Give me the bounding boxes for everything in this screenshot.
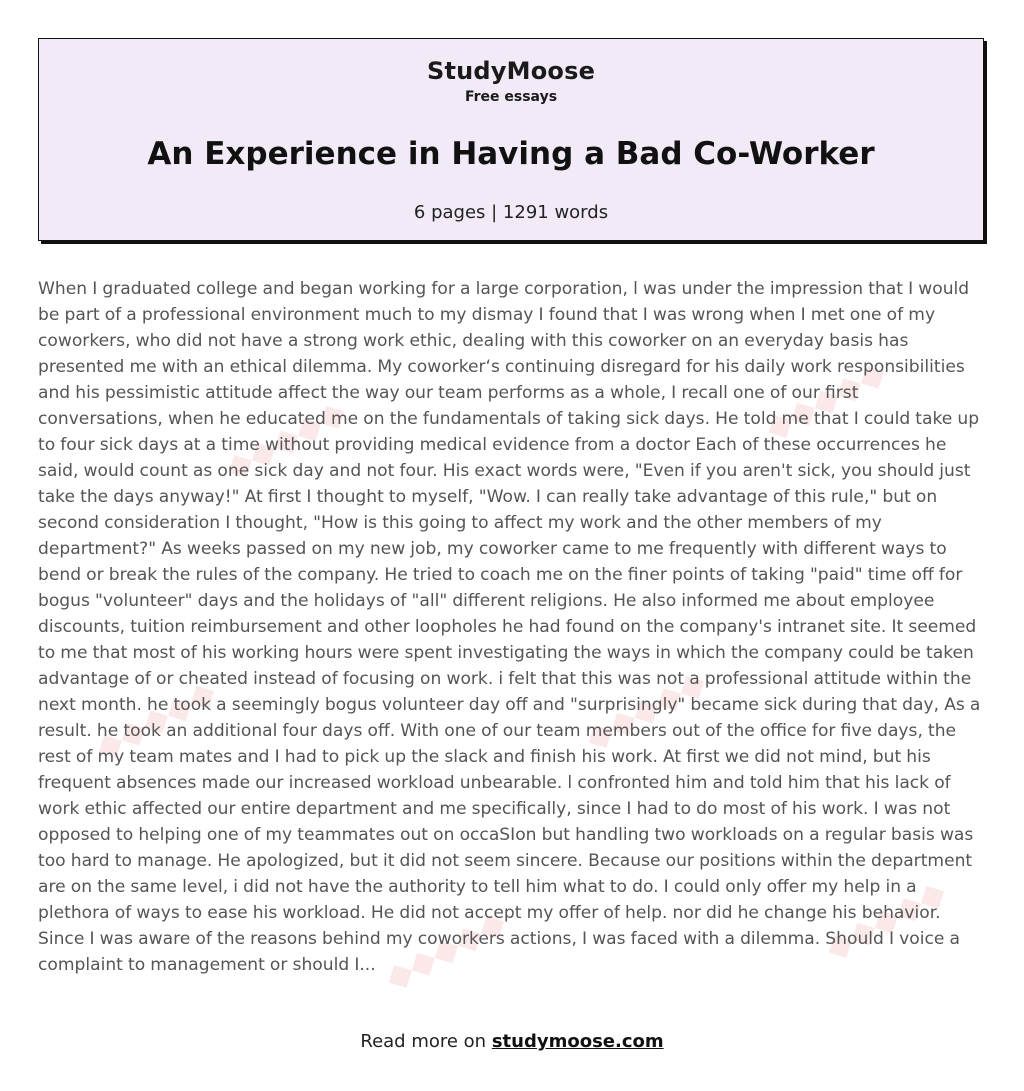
essay-body: When I graduated college and began working for a large corporation, l was under the impression that I would be part of a professional environment much to my dismay I found that I was wrong when I met one of my coworkers, who did not have a strong work ethic, dealing with this coworker on an everyday basis has presented me with an ethical dilemma. My coworker‘s continuing disregard for his daily work responsibilities and his pessimistic attitude affect the way our team performs as a whole, I recall one of our first conversations, when he educated me on the fundamentals of taking sick days. He told me that I could take up to four sick days at a time without providing medical evidence from a doctor Each of these occurrences he said, would count as one sick day and not four. His exact words were, "Even if you aren't sick, you should just take the days anyway!" At first I thought to myself, "Wow. I can really take advantage of this rule," but on second consideration I thought, "How is this going to affect my work and the other members of my department?" As weeks passed on my new job, my coworker came to me frequently with different ways to bend or break the rules of the company. He tried to coach me on the finer points of taking "paid" time off for bogus "volunteer" days and the holidays of "all" different religions. He also informed me about employee discounts, tuition reimbursement and other loopholes he had found on the company's intranet site. It seemed to me that most of his working hours were spent investigating the ways in which the company could be taken advantage of or cheated instead of focusing on work. i felt that this was not a professional attitude within the next month. he took a seemingly bogus volunteer day off and "surprisingly" became sick during that day, As a result. he took an additional four days off. With one of our team members out of the office for five days, the rest of my team mates and I had to pick up the slack and finish his work. At first we did not mind, but his frequent absences made our increased workload unbearable. l confronted him and told him that his lack of work ethic affected our entire department and me specifically, since I had to do most of his work. I was not opposed to helping one of my teammates out on occaSIon but handling two workloads on a regular basis was too hard to manage. He apologized, but it did not seem sincere. Because our positions within the department are on the same level, i did not have the authority to tell him what to do. I could only offer my help in a plethora of ways to ease his workload. He did not accept my offer of help. nor did he change his behavior. Since I was aware of the reasons behind my coworkers actions, I was faced with a dilemma. Should I voice a complaint to management or should I... (38, 279, 981, 975)
essay-header-card (38, 38, 984, 241)
essay-title: An Experience in Having a Bad Co-Worker (147, 136, 875, 172)
watermark-stamp-icon: ◆◆◆◆◆ (378, 901, 513, 999)
studymoose-link[interactable]: studymoose.com (491, 1031, 664, 1052)
brand-tagline: Free essays (464, 89, 558, 105)
watermark-stamp-icon: ◆◆◆◆◆ (88, 671, 223, 769)
brand-logo[interactable]: StudyMoose (426, 57, 596, 85)
watermark-stamp-icon: ◆◆◆◆◆ (818, 871, 953, 969)
essay-meta: 6 pages | 1291 words (413, 202, 609, 223)
read-more-prefix: Read more on (360, 1031, 487, 1052)
watermark-stamp-icon: ◆◆◆◆◆ (218, 391, 353, 489)
watermark-stamp-icon: ◆◆◆◆◆ (578, 661, 713, 759)
read-more-footer (0, 1031, 1024, 1052)
watermark-stamp-icon: ◆◆◆◆◆ (758, 351, 893, 449)
